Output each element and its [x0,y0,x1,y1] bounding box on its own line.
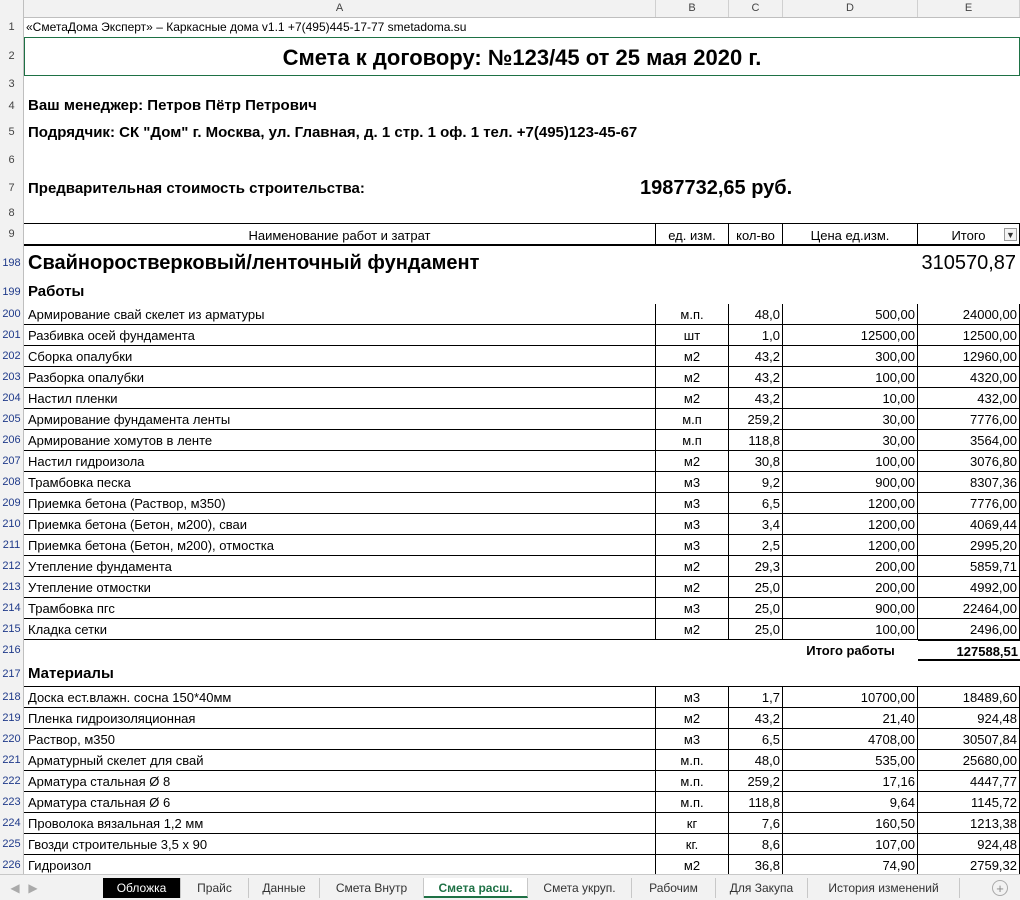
filter-icon[interactable]: ▼ [1004,228,1017,241]
item-total[interactable]: 924,48 [918,834,1020,855]
item-unit[interactable]: м3 [656,598,729,619]
row-number[interactable]: 213 [0,577,24,598]
item-unit[interactable]: м2 [656,367,729,388]
item-qty[interactable]: 6,5 [729,729,783,750]
doc-banner[interactable]: «СметаДома Эксперт» – Каркасные дома v1.1 +7(495)445-17-77 smetadoma.su [26,20,467,34]
column-header-e[interactable]: E [918,0,1020,17]
item-total[interactable]: 7776,00 [918,409,1020,430]
sheet-tab[interactable]: История изменений [808,878,960,898]
row-number[interactable]: 206 [0,430,24,451]
sheet-tab[interactable]: Данные [249,878,320,898]
item-price[interactable]: 100,00 [783,619,918,640]
item-qty[interactable]: 29,3 [729,556,783,577]
row-number[interactable]: 214 [0,598,24,619]
works-total-value[interactable]: 127588,51 [918,640,1020,661]
item-unit[interactable]: кг. [656,834,729,855]
item-total[interactable]: 2496,00 [918,619,1020,640]
item-price[interactable]: 100,00 [783,367,918,388]
item-unit[interactable]: м2 [656,619,729,640]
row-number[interactable]: 205 [0,409,24,430]
item-qty[interactable]: 259,2 [729,771,783,792]
column-header-c[interactable]: C [729,0,783,17]
item-total[interactable]: 3076,80 [918,451,1020,472]
item-total[interactable]: 3564,00 [918,430,1020,451]
item-qty[interactable]: 7,6 [729,813,783,834]
item-total[interactable]: 4320,00 [918,367,1020,388]
item-price[interactable]: 500,00 [783,304,918,325]
row-number[interactable]: 211 [0,535,24,556]
item-name[interactable]: Трамбовка песка [24,472,656,493]
table-header-unit[interactable]: ед. изм. [656,223,729,246]
item-name[interactable]: Приемка бетона (Раствор, м350) [24,493,656,514]
item-total[interactable]: 2995,20 [918,535,1020,556]
item-qty[interactable]: 118,8 [729,430,783,451]
item-unit[interactable]: м.п [656,409,729,430]
item-name[interactable]: Армирование свай скелет из арматуры [24,304,656,325]
item-unit[interactable]: м2 [656,346,729,367]
works-total-label[interactable]: Итого работы [806,643,895,658]
sheet-tab[interactable]: Обложка [103,878,181,898]
add-sheet-icon[interactable]: + [992,880,1008,896]
item-unit[interactable]: м2 [656,451,729,472]
item-name[interactable]: Доска ест.влажн. сосна 150*40мм [24,687,656,708]
item-unit[interactable]: м.п. [656,750,729,771]
item-total[interactable]: 5859,71 [918,556,1020,577]
item-unit[interactable]: м3 [656,535,729,556]
item-total[interactable]: 22464,00 [918,598,1020,619]
row-number[interactable]: 200 [0,304,24,325]
item-total[interactable]: 4992,00 [918,577,1020,598]
item-qty[interactable]: 36,8 [729,855,783,874]
sheet-tab[interactable]: Смета укруп. [528,878,632,898]
row-number[interactable]: 223 [0,792,24,813]
item-name[interactable]: Раствор, м350 [24,729,656,750]
item-qty[interactable]: 25,0 [729,577,783,598]
item-name[interactable]: Арматурный скелет для свай [24,750,656,771]
item-price[interactable]: 30,00 [783,409,918,430]
item-price[interactable]: 107,00 [783,834,918,855]
row-number[interactable]: 212 [0,556,24,577]
item-total[interactable]: 2759,32 [918,855,1020,874]
item-price[interactable]: 21,40 [783,708,918,729]
row-number[interactable]: 218 [0,687,24,708]
item-qty[interactable]: 1,0 [729,325,783,346]
item-name[interactable]: Трамбовка пгс [24,598,656,619]
row-number[interactable]: 207 [0,451,24,472]
row-number[interactable]: 204 [0,388,24,409]
item-name[interactable]: Утепление отмостки [24,577,656,598]
item-price[interactable]: 160,50 [783,813,918,834]
row-number[interactable]: 217 [0,661,24,687]
item-price[interactable]: 200,00 [783,577,918,598]
item-qty[interactable]: 25,0 [729,598,783,619]
item-price[interactable]: 200,00 [783,556,918,577]
item-unit[interactable]: м3 [656,729,729,750]
item-unit[interactable]: м2 [656,388,729,409]
item-unit[interactable]: кг [656,813,729,834]
item-qty[interactable]: 6,5 [729,493,783,514]
row-number[interactable]: 6 [0,146,24,174]
column-header-a[interactable]: A [24,0,656,17]
row-number[interactable]: 225 [0,834,24,855]
item-name[interactable]: Гвозди строительные 3,5 х 90 [24,834,656,855]
item-name[interactable]: Утепление фундамента [24,556,656,577]
select-all-corner[interactable] [0,0,24,17]
item-price[interactable]: 9,64 [783,792,918,813]
row-number[interactable]: 199 [0,280,24,304]
row-number[interactable]: 202 [0,346,24,367]
item-total[interactable]: 924,48 [918,708,1020,729]
item-name[interactable]: Армирование хомутов в ленте [24,430,656,451]
item-qty[interactable]: 118,8 [729,792,783,813]
materials-heading[interactable]: Материалы [28,665,114,682]
item-name[interactable]: Настил гидроизола [24,451,656,472]
item-price[interactable]: 1200,00 [783,535,918,556]
sheet-tab[interactable]: Смета Внутр [320,878,424,898]
column-header-b[interactable]: B [656,0,729,17]
item-name[interactable]: Арматура стальная Ø 8 [24,771,656,792]
item-price[interactable]: 300,00 [783,346,918,367]
table-header-total[interactable]: Итого [918,223,1020,246]
item-total[interactable]: 12500,00 [918,325,1020,346]
tab-scroll-right-icon[interactable]: ▶ [28,881,38,895]
estimate-value[interactable]: 1987732,65 руб. [640,177,793,199]
item-qty[interactable]: 48,0 [729,304,783,325]
item-unit[interactable]: м2 [656,855,729,874]
row-number[interactable]: 210 [0,514,24,535]
item-price[interactable]: 100,00 [783,451,918,472]
row-number[interactable]: 4 [0,93,24,119]
item-unit[interactable]: м3 [656,514,729,535]
sheet-tab[interactable]: Рабочим [632,878,716,898]
item-name[interactable]: Арматура стальная Ø 6 [24,792,656,813]
table-header-name[interactable]: Наименование работ и затрат [24,223,656,246]
item-qty[interactable]: 25,0 [729,619,783,640]
item-qty[interactable]: 30,8 [729,451,783,472]
item-price[interactable]: 900,00 [783,472,918,493]
item-total[interactable]: 1145,72 [918,792,1020,813]
item-unit[interactable]: м3 [656,472,729,493]
item-qty[interactable]: 43,2 [729,346,783,367]
section-total[interactable]: 310570,87 [921,252,1016,274]
item-qty[interactable]: 43,2 [729,367,783,388]
item-name[interactable]: Пленка гидроизоляционная [24,708,656,729]
item-total[interactable]: 24000,00 [918,304,1020,325]
row-number[interactable]: 216 [0,640,24,661]
row-number[interactable]: 1 [0,17,24,37]
manager-line[interactable]: Ваш менеджер: Петров Пётр Петрович [28,97,317,114]
estimate-label[interactable]: Предварительная стоимость строительства: [28,180,365,197]
item-total[interactable]: 432,00 [918,388,1020,409]
sheet-tab[interactable]: Прайс [181,878,249,898]
contractor-line[interactable]: Подрядчик: СК "Дом" г. Москва, ул. Главная, д. 1 стр. 1 оф. 1 тел. +7(495)123-45-67 [28,124,638,141]
item-qty[interactable]: 9,2 [729,472,783,493]
doc-title[interactable]: Смета к договору: №123/45 от 25 мая 2020 г. [24,37,1020,76]
item-price[interactable]: 12500,00 [783,325,918,346]
item-name[interactable]: Кладка сетки [24,619,656,640]
row-number[interactable]: 215 [0,619,24,640]
item-name[interactable]: Гидроизол [24,855,656,874]
row-number[interactable]: 222 [0,771,24,792]
item-name[interactable]: Сборка опалубки [24,346,656,367]
sheet-tab-bar [0,874,1020,900]
row-number[interactable]: 9 [0,223,24,246]
item-unit[interactable]: м3 [656,493,729,514]
item-name[interactable]: Проволока вязальная 1,2 мм [24,813,656,834]
item-price[interactable]: 1200,00 [783,514,918,535]
row-number[interactable]: 2 [0,37,24,76]
row-number[interactable]: 5 [0,119,24,146]
item-name[interactable]: Настил пленки [24,388,656,409]
item-name[interactable]: Приемка бетона (Бетон, м200), отмостка [24,535,656,556]
item-price[interactable]: 17,16 [783,771,918,792]
row-number[interactable]: 208 [0,472,24,493]
item-unit[interactable]: м.п. [656,304,729,325]
item-unit[interactable]: шт [656,325,729,346]
item-qty[interactable]: 3,4 [729,514,783,535]
item-unit[interactable]: м2 [656,708,729,729]
row-number[interactable]: 198 [0,246,24,280]
item-qty[interactable]: 48,0 [729,750,783,771]
item-unit[interactable]: м.п [656,430,729,451]
item-name[interactable]: Разборка опалубки [24,367,656,388]
item-total[interactable]: 12960,00 [918,346,1020,367]
tab-scroll-left-icon[interactable]: ◀ [10,881,20,895]
item-qty[interactable]: 259,2 [729,409,783,430]
item-unit[interactable]: м2 [656,577,729,598]
row-number[interactable]: 201 [0,325,24,346]
row-number[interactable]: 7 [0,174,24,203]
row-number[interactable]: 203 [0,367,24,388]
item-qty[interactable]: 8,6 [729,834,783,855]
item-name[interactable]: Приемка бетона (Бетон, м200), сваи [24,514,656,535]
item-total[interactable]: 7776,00 [918,493,1020,514]
row-number[interactable]: 221 [0,750,24,771]
item-unit[interactable]: м.п. [656,792,729,813]
table-header-price[interactable]: Цена ед.изм. [783,223,918,246]
item-total[interactable]: 30507,84 [918,729,1020,750]
item-unit[interactable]: м2 [656,556,729,577]
item-price[interactable]: 535,00 [783,750,918,771]
row-number[interactable]: 3 [0,76,24,93]
item-price[interactable]: 74,90 [783,855,918,874]
item-price[interactable]: 900,00 [783,598,918,619]
item-price[interactable]: 1200,00 [783,493,918,514]
item-price[interactable]: 30,00 [783,430,918,451]
sheet-tab[interactable]: Для Закупа [716,878,808,898]
works-heading[interactable]: Работы [28,283,85,300]
item-total[interactable]: 4447,77 [918,771,1020,792]
row-number[interactable]: 209 [0,493,24,514]
section-title[interactable]: Свайноростверковый/ленточный фундамент [28,252,480,274]
row-number[interactable]: 219 [0,708,24,729]
row-number[interactable]: 224 [0,813,24,834]
item-total[interactable]: 8307,36 [918,472,1020,493]
item-total[interactable]: 18489,60 [918,687,1020,708]
table-header-qty[interactable]: кол-во [729,223,783,246]
row-number[interactable]: 220 [0,729,24,750]
column-header-d[interactable]: D [783,0,918,17]
item-qty[interactable]: 2,5 [729,535,783,556]
row-number[interactable]: 8 [0,203,24,223]
item-qty[interactable]: 1,7 [729,687,783,708]
item-qty[interactable]: 43,2 [729,388,783,409]
item-total[interactable]: 1213,38 [918,813,1020,834]
item-name[interactable]: Армирование фундамента ленты [24,409,656,430]
sheet-tab[interactable]: Смета расш. [424,878,528,898]
item-total[interactable]: 4069,44 [918,514,1020,535]
item-qty[interactable]: 43,2 [729,708,783,729]
item-price[interactable]: 4708,00 [783,729,918,750]
item-unit[interactable]: м3 [656,687,729,708]
item-total[interactable]: 25680,00 [918,750,1020,771]
item-price[interactable]: 10,00 [783,388,918,409]
item-unit[interactable]: м.п. [656,771,729,792]
row-number[interactable]: 226 [0,855,24,874]
item-name[interactable]: Разбивка осей фундамента [24,325,656,346]
item-price[interactable]: 10700,00 [783,687,918,708]
